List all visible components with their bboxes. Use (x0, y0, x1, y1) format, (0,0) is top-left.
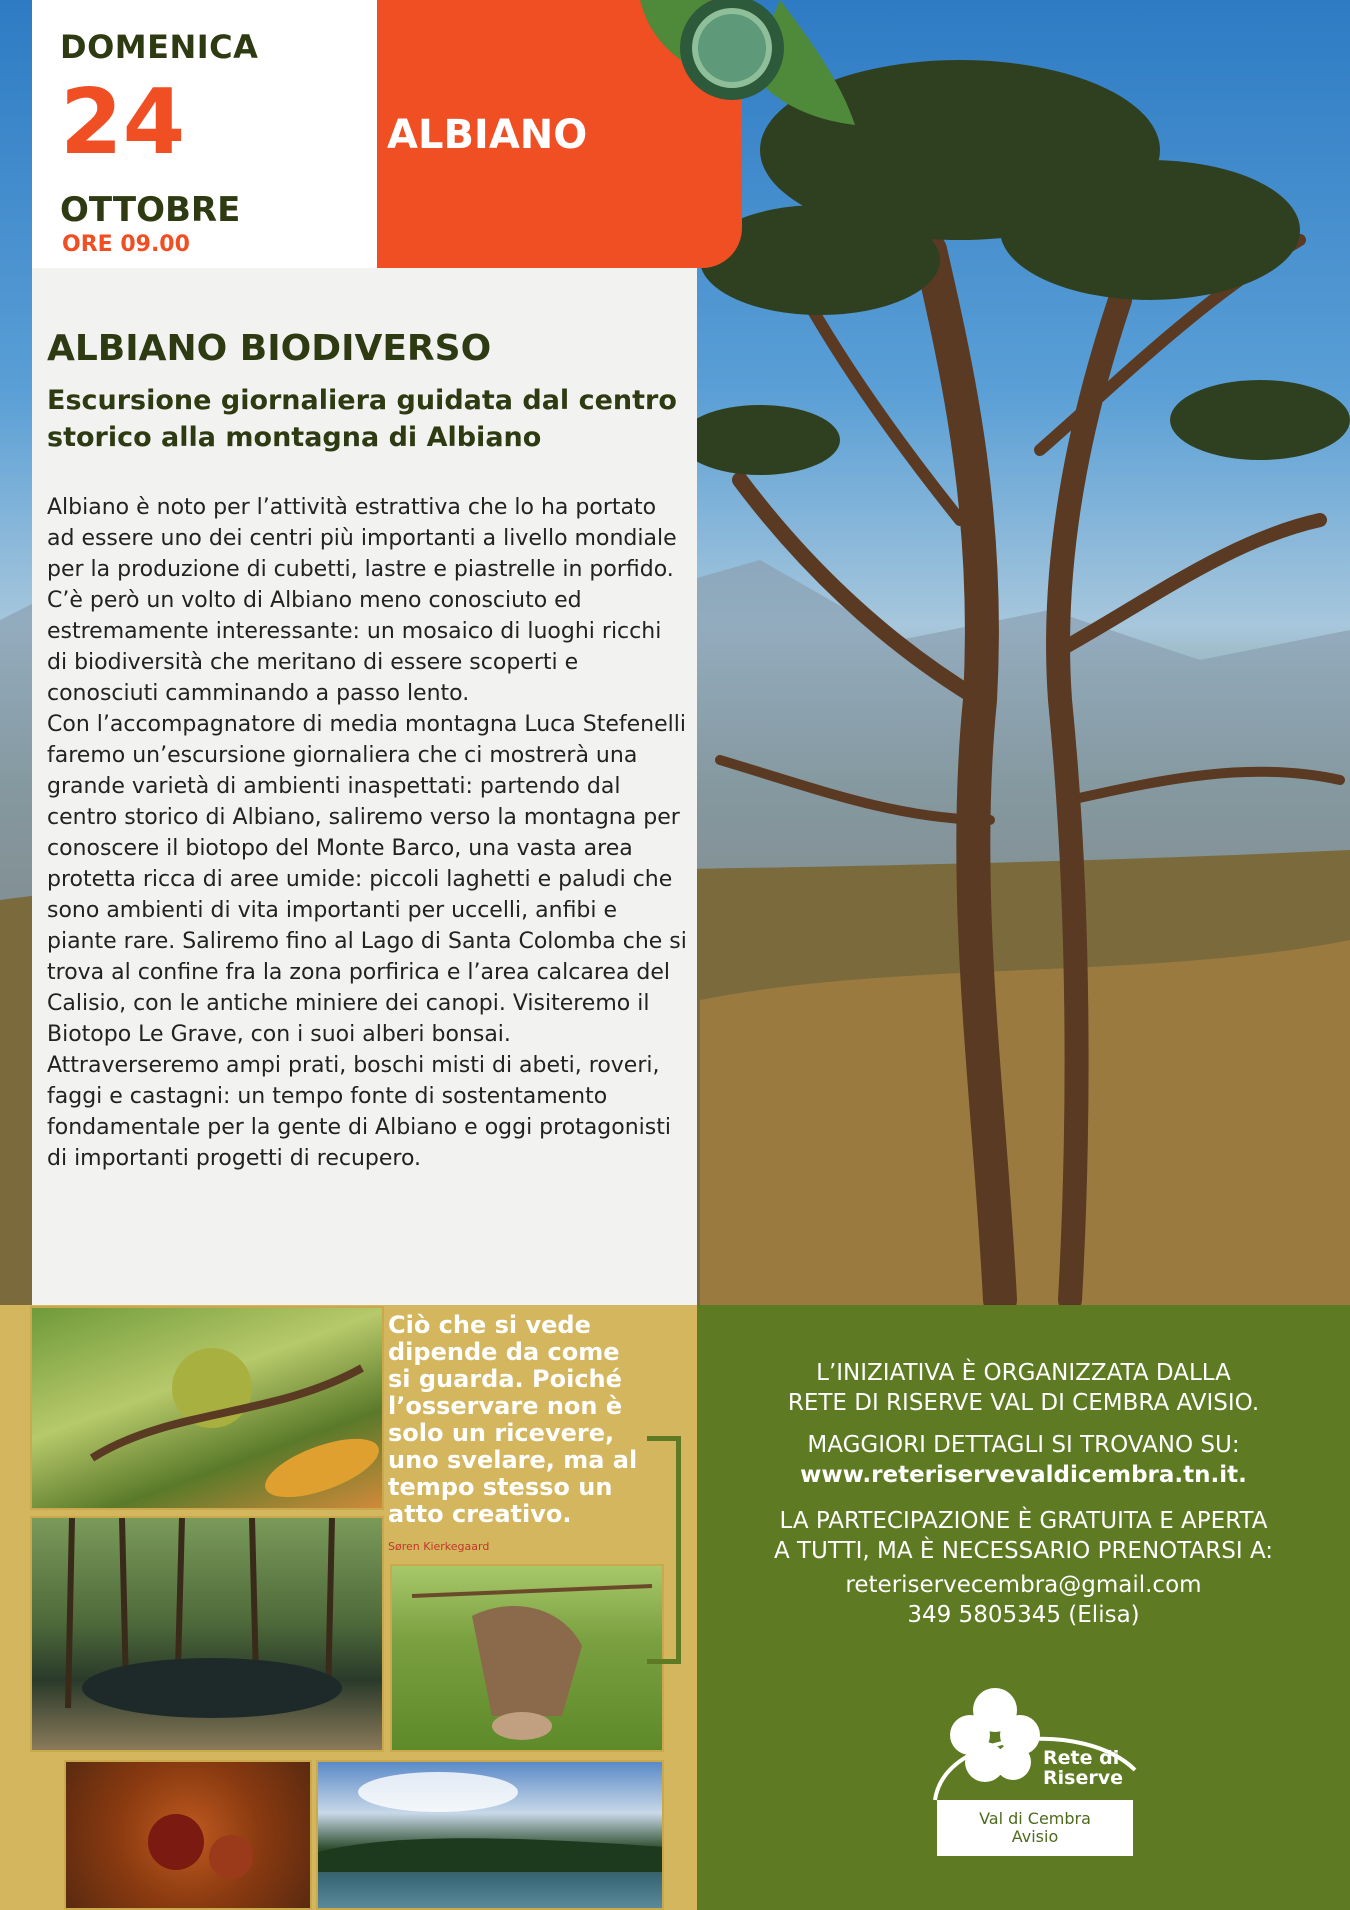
quote-bracket-decoration (647, 1436, 681, 1664)
wooden-sculpture-photo (390, 1564, 664, 1752)
contact-block (697, 1570, 1350, 1630)
event-place: ALBIANO (387, 112, 588, 158)
brand-area-line-2: Avisio (1011, 1827, 1059, 1846)
article-paragraph: Con l’accompagnatore di media montagna Luca Stefenelli faremo un’escursione giornaliera che ci mostrerà una grande varietà di ambienti inaspettati: partendo dal centro storico di Albiano, saliremo verso la montagna per conoscere il biotopo del Monte Barco, una vasta area protetta ricca di aree umide: piccoli laghetti e paludi che sono ambienti di vita importanti per uccelli, anfibi e piante rare. Saliremo fino al Lago di Santa Colomba che si trova al confine fra la zona porfirica e l’area calcarea del Calisio, con le antiche miniere dei canopi. Visiteremo il Biotopo Le Grave, con i suoi alberi bonsai. Attraverseremo ampi prati, boschi misti di abeti, roveri, faggi e castagni: un tempo fonte di sostentamento fondamentale per la gente di Albiano e oggi protagonisti di importanti progetti di recupero. (47, 712, 687, 1171)
chestnut-burr-photo (64, 1760, 312, 1910)
event-month: OTTOBRE (60, 190, 241, 230)
date-box (32, 0, 377, 268)
phone-number[interactable]: 349 5805345 (Elisa) (907, 1602, 1140, 1628)
email-link[interactable]: reteriservecembra@gmail.com (845, 1572, 1202, 1598)
details-block (697, 1430, 1350, 1490)
leaf-eye-logo-icon (640, 0, 855, 125)
forest-pond-photo (30, 1516, 384, 1752)
event-day-number: 24 (60, 70, 186, 175)
article-paragraph: Albiano è noto per l’attività estrattiva che lo ha portato ad essere uno dei centri più importanti a livello mondiale per la produzione di cubetti, lastre e piastrelle in porfido. (47, 495, 677, 582)
event-day-of-week: DOMENICA (60, 28, 259, 66)
rete-di-riserve-logo (925, 1670, 1145, 1860)
website-link[interactable]: www.reteriservevaldicembra.tn.it. (800, 1462, 1247, 1488)
chestnut-photo (30, 1306, 384, 1510)
participation-line-1: LA PARTECIPAZIONE È GRATUITA E APERTA (779, 1508, 1268, 1534)
organizer-line-2: RETE DI RISERVE VAL DI CEMBRA AVISIO. (787, 1390, 1260, 1416)
article-title: ALBIANO BIODIVERSO (47, 328, 492, 369)
organizer-line-1: L’INIZIATIVA È ORGANIZZATA DALLA (816, 1360, 1231, 1386)
participation-line-2: A TUTTI, MA È NECESSARIO PRENOTARSI A: (773, 1538, 1274, 1564)
article-body (47, 492, 687, 1174)
article-paragraph: C’è però un volto di Albiano meno conosciuto ed estremamente interessante: un mosaico di luoghi ricchi di biodiversità che meritano di essere scoperti e conosciuti camminando a passo lento. (47, 588, 662, 706)
organizer-block (697, 1358, 1350, 1418)
mountain-lake-photo (316, 1760, 664, 1910)
article-subtitle: Escursione giornaliera guidata dal centro storico alla montagna di Albiano (47, 385, 677, 453)
quote-author: Søren Kierkegaard (388, 1540, 490, 1553)
quote-text: Ciò che si vede dipende da come si guarda. Poiché l’osservare non è solo un ricevere, uno svelare, ma al tempo stesso un atto creativo. (388, 1311, 638, 1528)
participation-block (697, 1506, 1350, 1566)
event-time: ORE 09.00 (62, 232, 190, 257)
brand-name-line-1: Rete di (1043, 1747, 1120, 1769)
brand-area-line-1: Val di Cembra (979, 1809, 1091, 1828)
details-label: MAGGIORI DETTAGLI SI TROVANO SU: (807, 1432, 1240, 1458)
brand-name-line-2: Riserve (1043, 1767, 1123, 1789)
